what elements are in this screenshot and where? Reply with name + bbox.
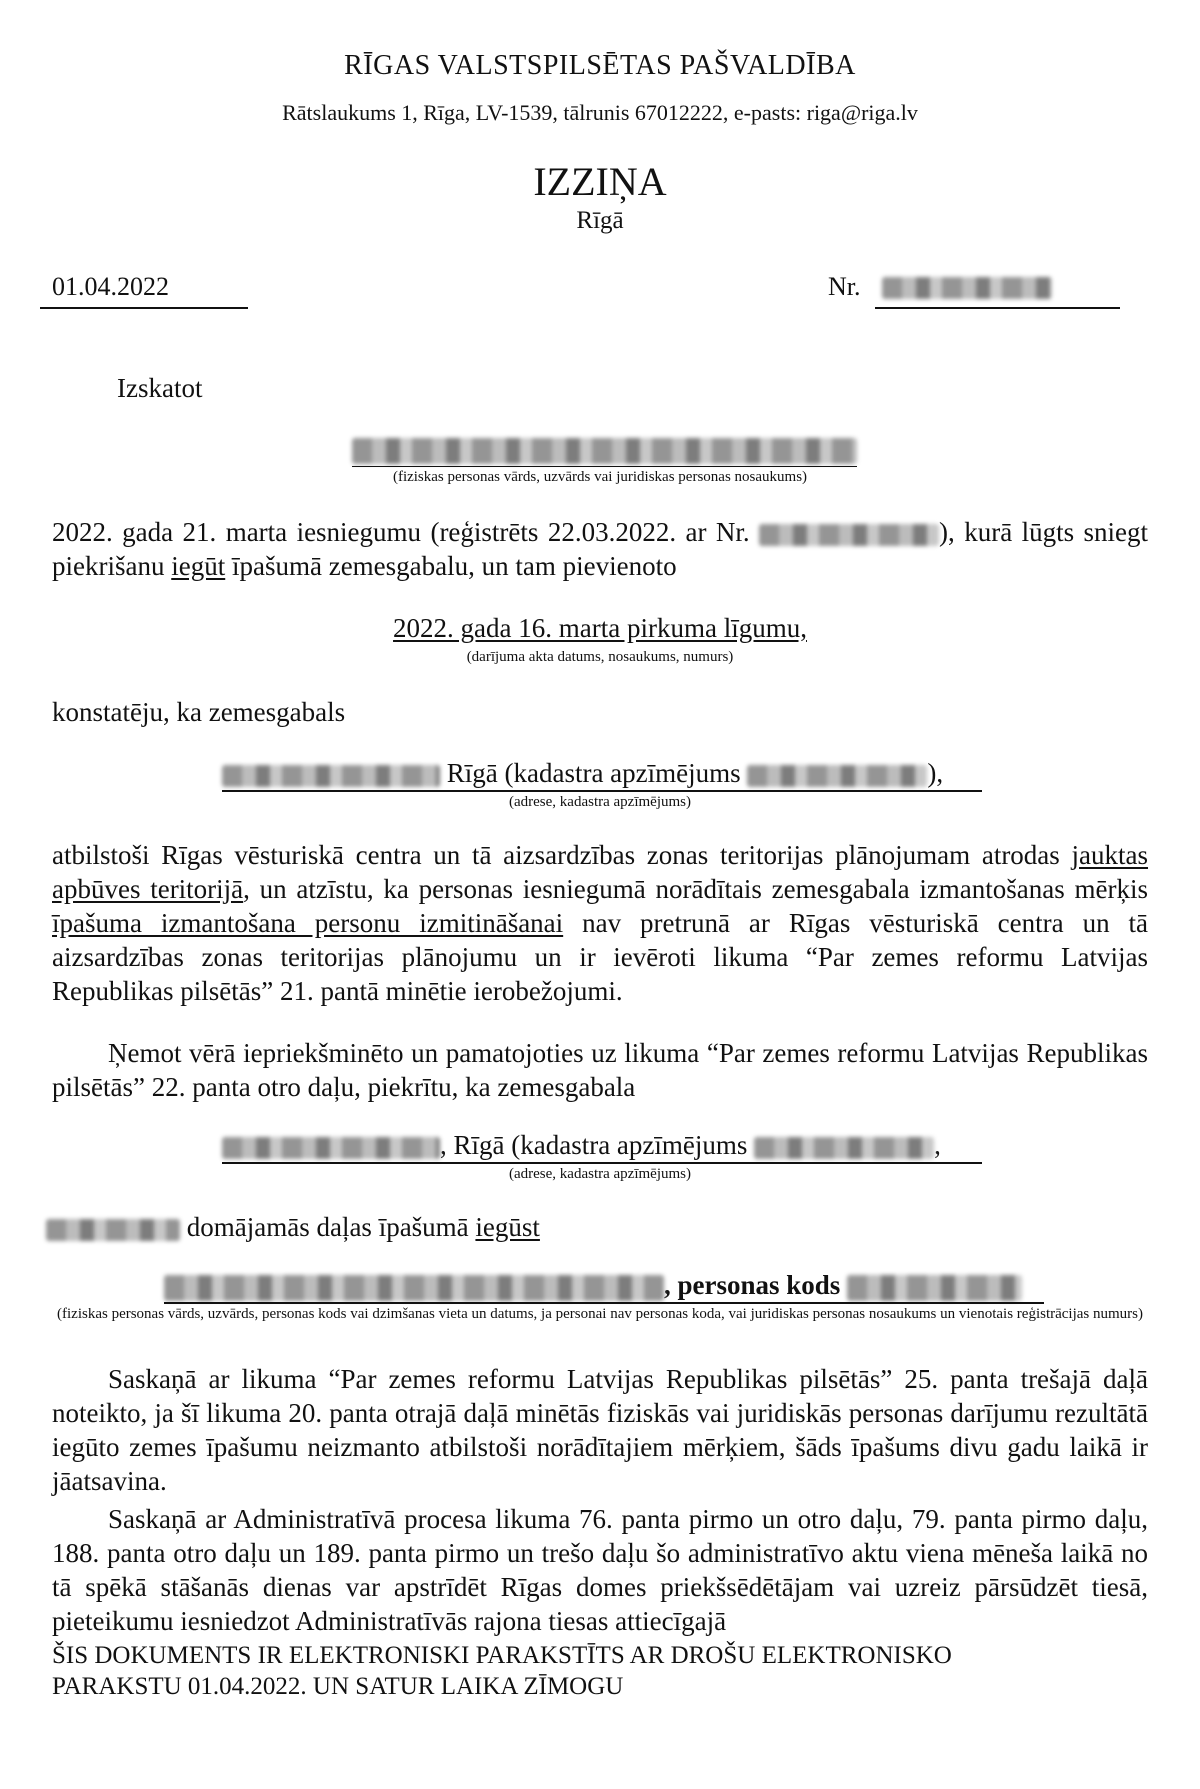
share-line <box>46 1212 540 1243</box>
applicant-underline <box>352 466 857 467</box>
number-label: Nr. <box>828 272 861 301</box>
application-number-redacted <box>759 524 939 546</box>
caption-person: (fiziskas personas vārds, uzvārds vai juridiskas personas nosaukums) <box>392 469 808 485</box>
paragraph-1-underlined-1: jauktas apbūves teritorijā <box>52 840 1149 904</box>
paragraph-2: Ņemot vērā iepriekšminēto un pamatojoties uz likuma “Par zemes reformu Latvijas Republikas pilsētās” 22. panta otro daļu, piekrītu, ka zemesgabala <box>52 1038 1148 1102</box>
address-2-middle: Rīgā (kadastra apzīmējums <box>453 1130 748 1160</box>
address-1-redacted <box>222 765 440 787</box>
address-1-underline <box>222 790 982 792</box>
address-line-1 <box>222 758 982 789</box>
application-paragraph <box>52 515 1148 583</box>
share-underlined: iegūst <box>475 1212 540 1242</box>
application-underlined: iegūt <box>171 551 226 581</box>
address-1-middle: Rīgā (kadastra apzīmējums <box>446 758 741 788</box>
application-text-end: īpašumā zemesgabalu, un tam pievienoto <box>231 551 677 581</box>
caption-address-2: (adrese, kadastra apzīmējums) <box>509 1166 691 1182</box>
share-redacted <box>46 1219 180 1241</box>
address-line-2 <box>222 1130 982 1161</box>
paragraph-1 <box>52 838 1148 1008</box>
address-2-start: , <box>440 1130 447 1160</box>
number-underline <box>875 307 1120 309</box>
document-number-redacted <box>882 277 1052 299</box>
paragraph-1-part-a: atbilstoši Rīgas vēsturiskā centra un tā aizsardzības zonas teritorijas plānojumam atrodas <box>52 840 1060 870</box>
signature-notice <box>52 1640 952 1702</box>
deal-text: 2022. gada 16. marta pirkuma līgumu, <box>393 613 807 643</box>
acquirer-line <box>164 1270 1044 1301</box>
paragraph-1-part-c: nav pretrunā ar Rīgas vēsturiskā centra un tā aizsardzības zonas teritorijas plānojumu un ir ievēroti likuma “Par zemes reformu Latvijas Republikas pilsētās” 21. pantā minētie ierobežojumi. <box>52 908 1148 1006</box>
applicant-name-redacted <box>352 438 857 464</box>
address-2-redacted <box>222 1137 440 1159</box>
constat-text: konstatēju, ka zemesgabals <box>52 697 346 727</box>
document-title: IZZIŅA <box>533 159 667 204</box>
share-text: domājamās daļas īpašumā <box>186 1212 469 1242</box>
acquirer-label: , personas kods <box>664 1270 841 1300</box>
address-2-underline <box>222 1162 982 1164</box>
date-underline <box>40 307 248 309</box>
application-text-after: ), kurā lūgts sniegt piekrišanu <box>52 517 1148 581</box>
document-date: 01.04.2022 <box>52 272 169 301</box>
signature-notice-line-1: ŠIS DOKUMENTS IR ELEKTRONISKI PARAKSTĪTS AR DROŠU ELEKTRONISKO <box>52 1642 952 1669</box>
cadastre-1-redacted <box>747 765 927 787</box>
organization-name: RĪGAS VALSTSPILSĒTAS PAŠVALDĪBA <box>344 50 856 81</box>
document-place: Rīgā <box>576 207 624 234</box>
paragraph-1-part-b: , un atzīstu, ka personas iesniegumā norādītais zemesgabala izmantošanas mērķis <box>243 874 1148 904</box>
paragraph-4: Saskaņā ar Administratīvā procesa likuma 76. panta pirmo un otro daļu, 79. panta pirmo daļu, 188. panta otro daļu un 189. panta pirmo un trešo daļu šo administratīvo aktu viena mēneša laikā no tā spēkā stāšanās dienas var apstrīdēt Rīgas domes priekšsēdētājam vai uzreiz pārsūdzēt tiesā, pieteikumu iesniedzot Administratīvās rajona tiesas attiecīgajā <box>52 1504 1148 1636</box>
application-text-before: 2022. gada 21. marta iesniegumu (reģistrēts 22.03.2022. ar Nr. <box>52 517 750 547</box>
paragraph-1-underlined-2: īpašuma izmantošana personu izmitināšanai <box>52 908 564 938</box>
caption-deal: (darījuma akta datums, nosaukums, numurs) <box>466 649 734 665</box>
personal-code-redacted <box>847 1275 1022 1301</box>
caption-acquirer: (fiziskas personas vārds, uzvārds, personas kods vai dzimšanas vieta un datums, ja personai nav personas koda, vai juridiskas personas nosaukums un vienotais reģistrācijas numurs) <box>57 1306 1143 1322</box>
organization-address: Rātslaukums 1, Rīga, LV-1539, tālrunis 67012222, e-pasts: riga@riga.lv <box>282 100 918 125</box>
acquirer-name-redacted <box>164 1275 664 1301</box>
signature-notice-line-2: PARAKSTU 01.04.2022. UN SATUR LAIKA ZĪMOGU <box>52 1673 624 1700</box>
intro-text: Izskatot <box>117 373 203 403</box>
address-1-end: ), <box>927 758 944 788</box>
cadastre-2-redacted <box>754 1137 934 1159</box>
paragraph-3: Saskaņā ar likuma “Par zemes reformu Latvijas Republikas pilsētās” 25. panta trešajā daļā noteikto, ja šī likuma 20. panta otrajā daļā minētās fiziskās vai juridiskās personas darījumu rezultātā iegūto zemes īpašumu neizmanto atbilstoši norādītajiem mērķiem, šāds īpašums divu gadu laikā ir jāatsavina. <box>52 1364 1148 1496</box>
address-2-end: , <box>934 1130 941 1160</box>
caption-address-1: (adrese, kadastra apzīmējums) <box>509 794 691 810</box>
